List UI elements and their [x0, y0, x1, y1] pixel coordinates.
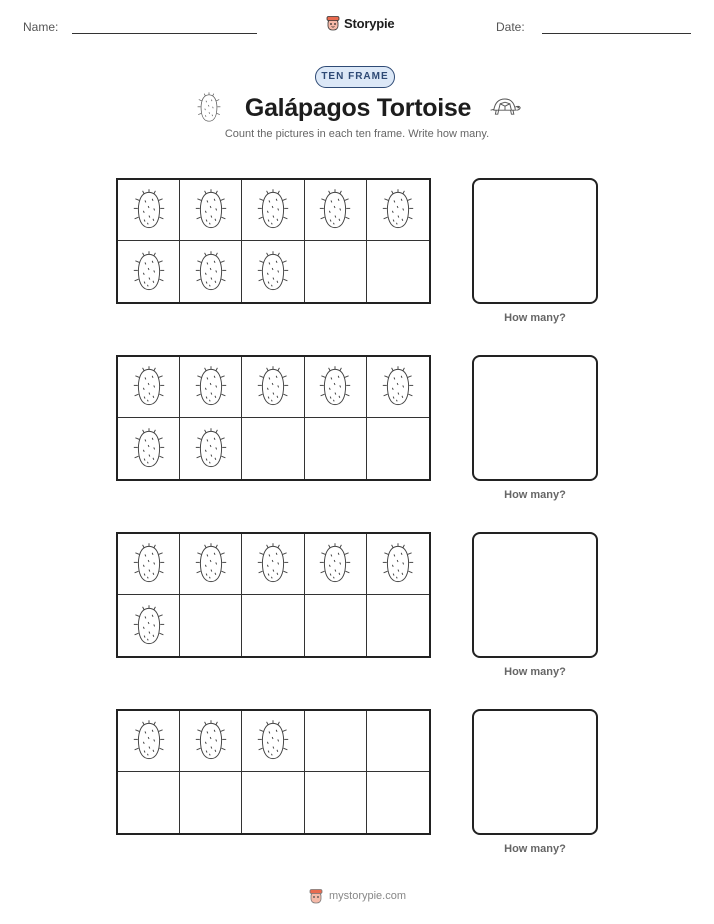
- ten-frame: [116, 355, 431, 481]
- answer-box[interactable]: [472, 709, 598, 835]
- prickly-pear-cactus-icon: [382, 188, 414, 232]
- brand-name: Storypie: [344, 15, 395, 31]
- storypie-mascot-icon: [308, 888, 324, 904]
- prickly-pear-cactus-icon: [195, 542, 227, 586]
- prickly-pear-cactus-icon: [133, 365, 165, 409]
- footer-url[interactable]: mystorypie.com: [328, 890, 407, 902]
- prickly-pear-cactus-icon: [257, 188, 289, 232]
- date-line[interactable]: [542, 33, 691, 34]
- ten-frame-cell: [180, 180, 242, 241]
- footer: [0, 884, 714, 908]
- ten-frame-cell: [118, 595, 180, 656]
- prickly-pear-cactus-icon: [257, 719, 289, 763]
- ten-frame-cell: [367, 534, 429, 595]
- ten-frame-cell: [305, 418, 367, 479]
- prickly-pear-cactus-icon: [382, 542, 414, 586]
- prickly-pear-cactus-icon: [195, 250, 227, 294]
- prickly-pear-cactus-icon: [257, 365, 289, 409]
- name-label: Name:: [23, 20, 59, 34]
- ten-frame-cell: [367, 595, 429, 656]
- ten-frame-cell: [305, 180, 367, 241]
- brand-logo: [325, 13, 394, 33]
- prickly-pear-cactus-icon: [195, 188, 227, 232]
- title-row: [0, 92, 714, 126]
- ten-frame-cell: [118, 711, 180, 772]
- ten-frame-cell: [305, 772, 367, 833]
- prickly-pear-cactus-icon: [133, 188, 165, 232]
- prickly-pear-cactus-icon: [195, 365, 227, 409]
- how-many-label: How many?: [504, 666, 566, 678]
- ten-frame-cell: [367, 772, 429, 833]
- ten-frame-cell: [242, 418, 304, 479]
- prickly-pear-cactus-icon: [195, 719, 227, 763]
- prickly-pear-cactus-icon: [257, 250, 289, 294]
- storypie-mascot-icon: [325, 15, 341, 31]
- ten-frame: [116, 178, 431, 304]
- ten-frame-cell: [180, 418, 242, 479]
- ten-frame-cell: [118, 357, 180, 418]
- ten-frame-cell: [118, 772, 180, 833]
- ten-frame-cell: [180, 534, 242, 595]
- ten-frame-cell: [242, 241, 304, 302]
- how-many-label: How many?: [504, 489, 566, 501]
- how-many-label: How many?: [504, 843, 566, 855]
- answer-box[interactable]: [472, 355, 598, 481]
- ten-frame-cell: [180, 772, 242, 833]
- prickly-pear-cactus-icon: [133, 427, 165, 471]
- ten-frame: [116, 532, 431, 658]
- prickly-pear-cactus-icon: [133, 542, 165, 586]
- prickly-pear-cactus-icon: [382, 365, 414, 409]
- name-line[interactable]: [72, 33, 257, 34]
- how-many-label: How many?: [504, 312, 566, 324]
- ten-frame-cell: [118, 180, 180, 241]
- ten-frame-cell: [305, 534, 367, 595]
- prickly-pear-cactus-icon: [133, 604, 165, 648]
- ten-frame-cell: [305, 357, 367, 418]
- prickly-pear-cactus-icon: [195, 427, 227, 471]
- ten-frame-cell: [367, 180, 429, 241]
- instructions: Count the pictures in each ten frame. Write how many.: [224, 128, 490, 140]
- ten-frame-cell: [242, 772, 304, 833]
- ten-frame-cell: [305, 241, 367, 302]
- prickly-pear-cactus-icon: [133, 719, 165, 763]
- prickly-pear-cactus-icon: [319, 188, 351, 232]
- answer-box[interactable]: [472, 532, 598, 658]
- ten-frame-cell: [118, 418, 180, 479]
- ten-frame-cell: [242, 595, 304, 656]
- ten-frame-cell: [367, 418, 429, 479]
- ten-frame-cell: [367, 241, 429, 302]
- tortoise-icon: [489, 95, 521, 119]
- answer-box[interactable]: [472, 178, 598, 304]
- prickly-pear-cactus-icon: [257, 542, 289, 586]
- ten-frame-cell: [180, 711, 242, 772]
- ten-frame-cell: [305, 595, 367, 656]
- ten-frame-cell: [180, 241, 242, 302]
- worksheet-type-badge: TEN FRAME: [315, 66, 395, 88]
- prickly-pear-cactus-icon: [133, 250, 165, 294]
- prickly-pear-cactus-icon: [319, 365, 351, 409]
- ten-frame-cell: [180, 595, 242, 656]
- ten-frame-cell: [242, 180, 304, 241]
- ten-frame-cell: [242, 711, 304, 772]
- ten-frame-cell: [118, 241, 180, 302]
- worksheet-header: [0, 0, 714, 50]
- ten-frame-cell: [367, 711, 429, 772]
- ten-frame-cell: [180, 357, 242, 418]
- ten-frame-cell: [118, 534, 180, 595]
- ten-frame-cell: [242, 357, 304, 418]
- ten-frame-cell: [367, 357, 429, 418]
- prickly-pear-cactus-icon: [319, 542, 351, 586]
- page-title: Galápagos Tortoise: [244, 94, 472, 122]
- ten-frame: [116, 709, 431, 835]
- ten-frame-cell: [305, 711, 367, 772]
- ten-frame-cell: [242, 534, 304, 595]
- date-label: Date:: [496, 20, 525, 34]
